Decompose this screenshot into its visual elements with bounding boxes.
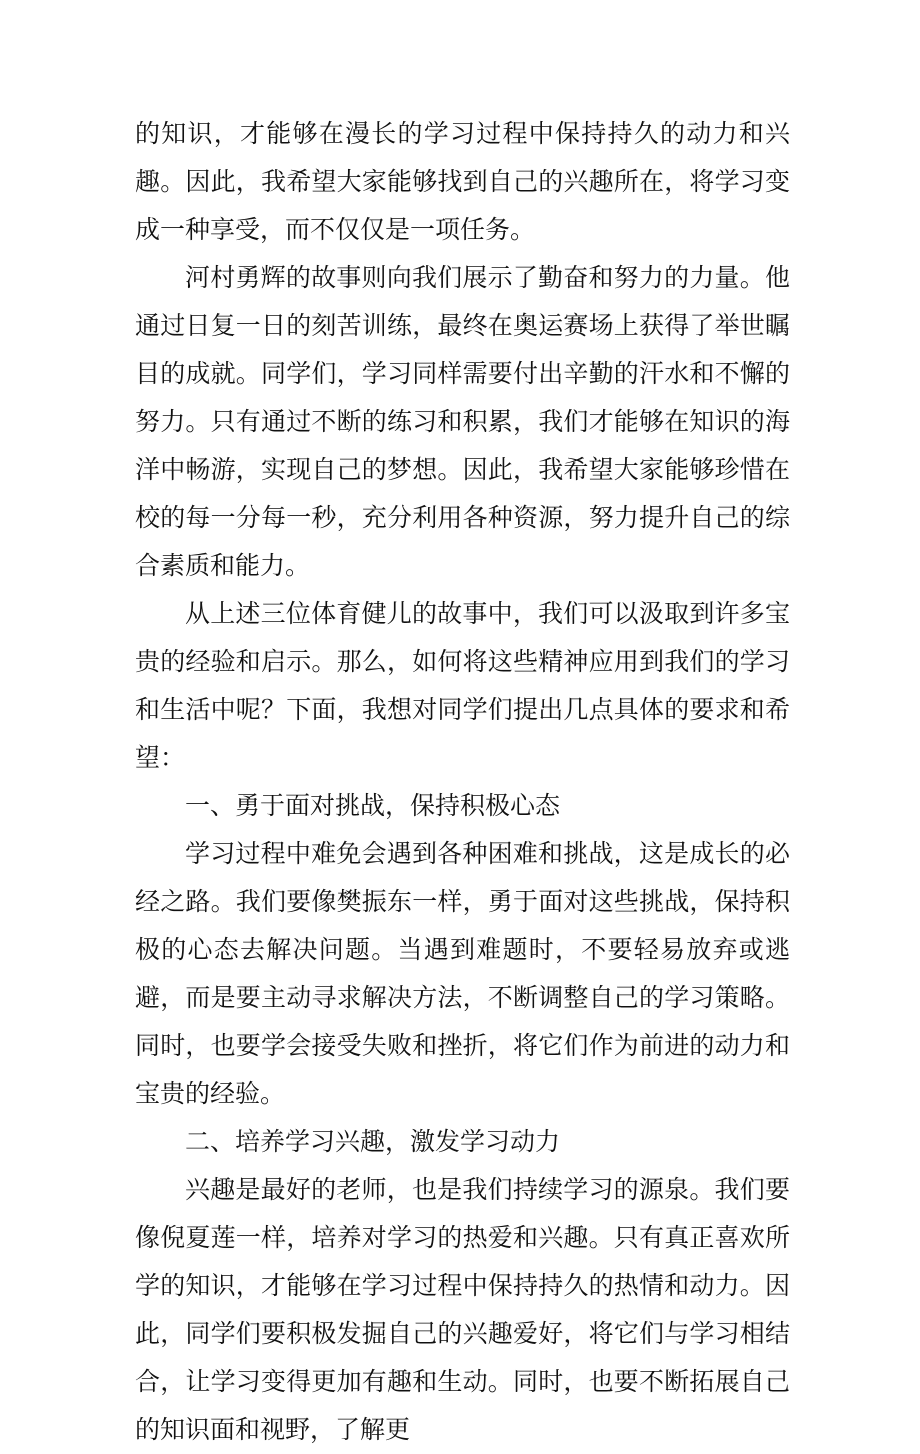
document-body bbox=[135, 110, 790, 1454]
paragraph-interest: 兴趣是最好的老师，也是我们持续学习的源泉。我们要像倪夏莲一样，培养对学习的热爱和兴趣。只有真正喜欢所学的知识，才能够在学习过程中保持持久的热情和动力。因此，同学们要积极发掘自己的兴趣爱好，将它们与学习相结合，让学习变得更加有趣和生动。同时，也要不断拓展自己的知识面和视野，了解更 bbox=[135, 1175, 790, 1444]
paragraph-lessons: 从上述三位体育健儿的故事中，我们可以汲取到许多宝贵的经验和启示。那么，如何将这些精神应用到我们的学习和生活中呢？下面，我想对同学们提出几点具体的要求和希望： bbox=[135, 599, 790, 772]
paragraph-kawamura: 河村勇辉的故事则向我们展示了勤奋和努力的力量。他通过日复一日的刻苦训练，最终在奥运赛场上获得了举世瞩目的成就。同学们，学习同样需要付出辛勤的汗水和不懈的努力。只有通过不断的练习和积累，我们才能够在知识的海洋中畅游，实现自己的梦想。因此，我希望大家能够珍惜在校的每一分每一秒，充分利用各种资源，努力提升自己的综合素质和能力。 bbox=[135, 263, 790, 580]
section-heading-2: 二、培养学习兴趣，激发学习动力 bbox=[185, 1127, 561, 1156]
section-heading-1: 一、勇于面对挑战，保持积极心态 bbox=[185, 791, 561, 820]
paragraph-continued: 的知识，才能够在漫长的学习过程中保持持久的动力和兴趣。因此，我希望大家能够找到自己的兴趣所在，将学习变成一种享受，而不仅仅是一项任务。 bbox=[135, 119, 790, 244]
paragraph-challenges: 学习过程中难免会遇到各种困难和挑战，这是成长的必经之路。我们要像樊振东一样，勇于面对这些挑战，保持积极的心态去解决问题。当遇到难题时，不要轻易放弃或逃避，而是要主动寻求解决方法，不断调整自己的学习策略。同时，也要学会接受失败和挫折，将它们作为前进的动力和宝贵的经验。 bbox=[135, 839, 790, 1108]
